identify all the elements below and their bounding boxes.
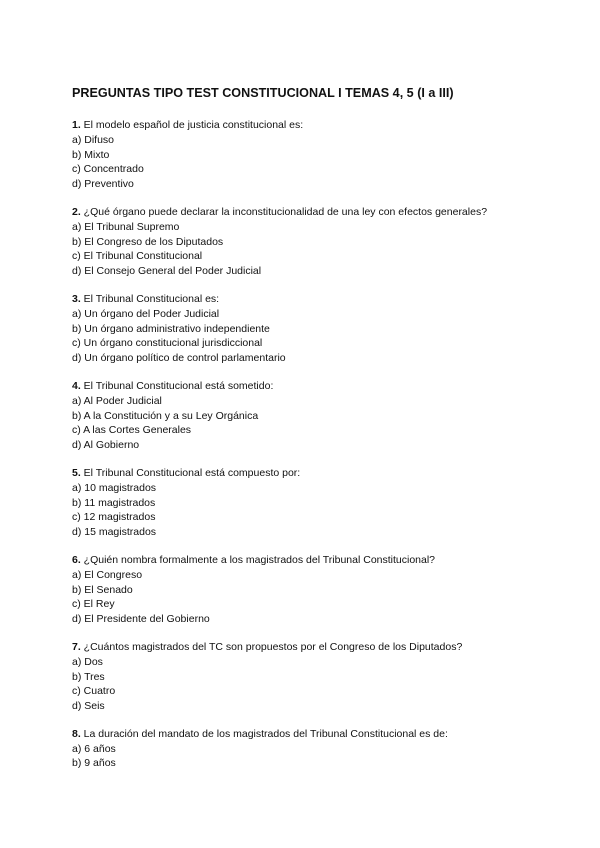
answer-option: d) El Presidente del Gobierno — [72, 613, 210, 626]
answer-option: b) Mixto — [72, 148, 110, 161]
answer-option: c) Concentrado — [72, 163, 144, 176]
question-stem: ¿Cuántos magistrados del TC son propuestos por el Congreso de los Diputados? — [80, 640, 463, 653]
document-page — [72, 84, 542, 784]
question-text — [72, 205, 542, 220]
question-text — [72, 640, 542, 655]
question-2 — [72, 205, 542, 279]
question-stem: La duración del mandato de los magistrados del Tribunal Constitucional es de: — [80, 727, 448, 740]
answer-option: d) El Consejo General del Poder Judicial — [72, 265, 262, 278]
answer-option: a) Dos — [72, 655, 103, 668]
answer-option: a) 10 magistrados — [72, 481, 157, 494]
answer-option: d) 15 magistrados — [72, 526, 157, 539]
question-6 — [72, 553, 542, 627]
question-stem: El modelo español de justicia constitucional es: — [80, 119, 304, 131]
question-7 — [72, 640, 542, 714]
answer-option: d) Preventivo — [72, 178, 134, 191]
question-number: 6. — [72, 553, 81, 566]
question-8 — [72, 727, 542, 771]
question-stem: ¿Quién nombra formalmente a los magistrados del Tribunal Constitucional? — [80, 553, 436, 566]
question-text — [72, 379, 542, 394]
question-3 — [72, 292, 542, 366]
answer-option: c) 12 magistrados — [72, 511, 156, 524]
answer-option: b) A la Constitución y a su Ley Orgánica — [72, 409, 259, 422]
question-text — [72, 118, 542, 133]
answer-option: a) El Tribunal Supremo — [72, 220, 180, 233]
answer-option: a) Al Poder Judicial — [72, 394, 162, 407]
answer-option: c) A las Cortes Generales — [72, 424, 192, 437]
answer-option: a) 6 años — [72, 742, 116, 755]
answer-option: d) Seis — [72, 700, 105, 713]
question-1 — [72, 118, 542, 192]
question-stem: ¿Qué órgano puede declarar la inconstitucionalidad de una ley con efectos generales? — [80, 205, 488, 218]
question-number: 4. — [72, 379, 81, 392]
answer-option: c) El Tribunal Constitucional — [72, 250, 203, 263]
question-number: 3. — [72, 292, 81, 305]
question-number: 5. — [72, 466, 81, 479]
question-stem: El Tribunal Constitucional está compuesto por: — [80, 466, 301, 479]
question-number: 7. — [72, 640, 81, 653]
answer-option: d) Un órgano político de control parlamentario — [72, 352, 286, 365]
answer-option: c) El Rey — [72, 598, 115, 611]
answer-option: a) Un órgano del Poder Judicial — [72, 307, 220, 320]
answer-option: c) Un órgano constitucional jurisdiccional — [72, 337, 263, 350]
answer-option: b) 11 magistrados — [72, 496, 156, 509]
answer-option: d) Al Gobierno — [72, 439, 140, 452]
question-text — [72, 727, 542, 742]
answer-option: b) El Senado — [72, 583, 133, 596]
question-stem: El Tribunal Constitucional es: — [80, 292, 220, 305]
question-text — [72, 292, 542, 307]
question-5 — [72, 466, 542, 540]
answer-option: c) Cuatro — [72, 685, 116, 698]
answer-option: a) El Congreso — [72, 568, 143, 581]
answer-option: b) Un órgano administrativo independiente — [72, 322, 270, 335]
answer-option: b) El Congreso de los Diputados — [72, 235, 224, 248]
question-stem: El Tribunal Constitucional está sometido: — [80, 379, 274, 392]
question-number: 8. — [72, 727, 81, 740]
question-text — [72, 466, 542, 481]
question-4 — [72, 379, 542, 453]
document-title: PREGUNTAS TIPO TEST CONSTITUCIONAL I TEMAS 4, 5 (I a III) — [72, 86, 454, 100]
question-number: 2. — [72, 205, 81, 218]
answer-option: b) 9 años — [72, 757, 116, 770]
answer-option: a) Difuso — [72, 133, 115, 146]
question-number: 1. — [72, 119, 81, 131]
answer-option: b) Tres — [72, 670, 105, 683]
question-text — [72, 553, 542, 568]
